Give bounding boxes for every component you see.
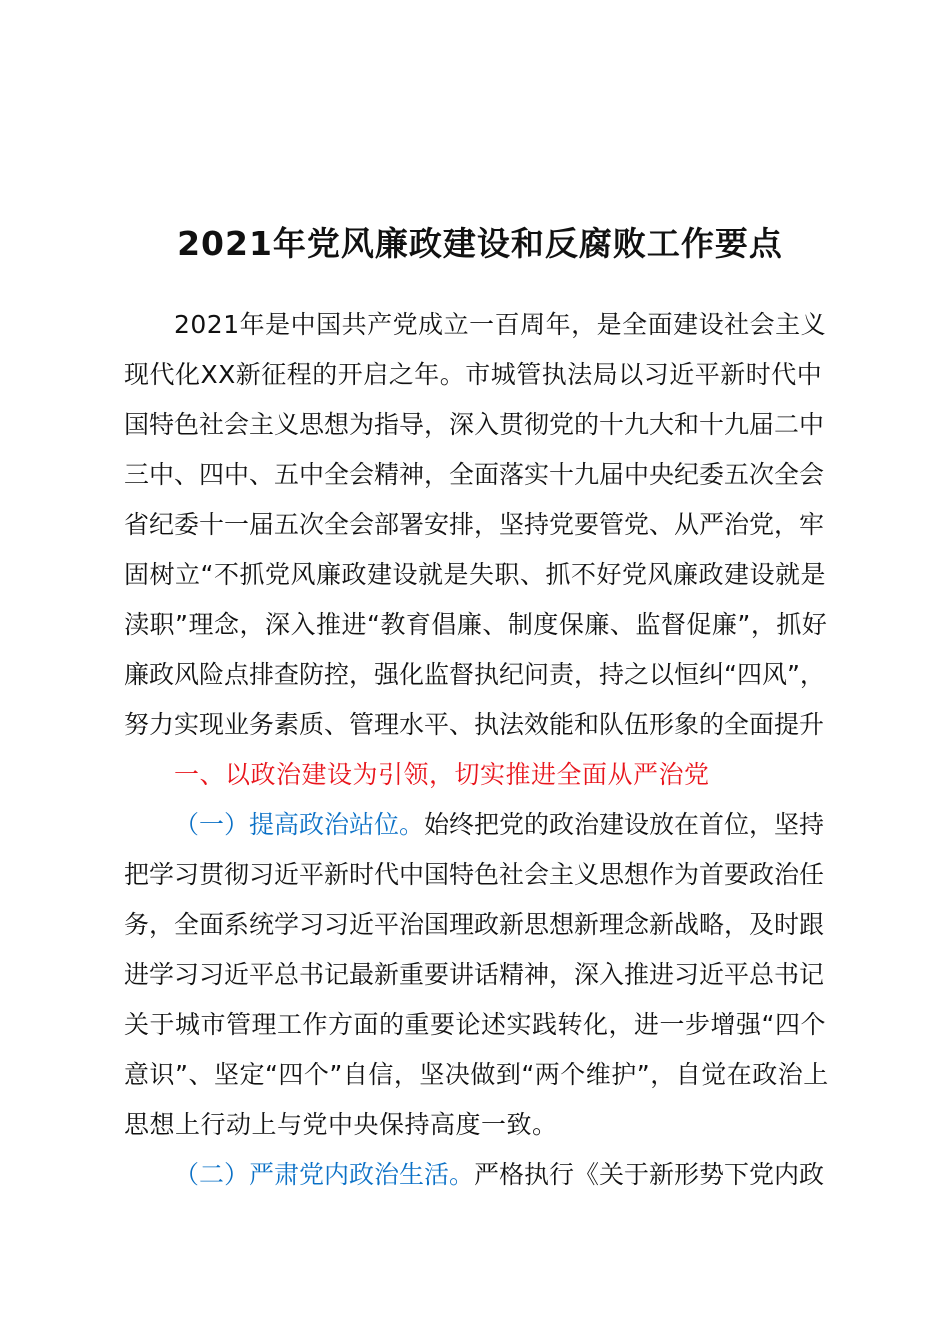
body-line: 把学习贯彻习近平新时代中国特色社会主义思想作为首要政治任 (124, 860, 825, 889)
subsection-text: 严格执行《关于新形势下党内政 (474, 1160, 825, 1189)
subsection-text: 始终把党的政治建设放在首位，坚持 (424, 810, 825, 839)
intro-line: 三中、四中、五中全会精神，全面落实十九届中央纪委五次全会 (124, 460, 825, 489)
body-line: 意识”、坚定“四个”自信，坚决做到“两个维护”，自觉在政治上 (124, 1060, 829, 1089)
intro-line: 国特色社会主义思想为指导，深入贯彻党的十九大和十九届二中 (124, 410, 825, 439)
body-line: 进学习习近平总书记最新重要讲话精神，深入推进习近平总书记 (124, 960, 825, 989)
subsection-heading: （一）提高政治站位。 (174, 810, 425, 839)
intro-line: 渎职”理念，深入推进“教育倡廉、制度保廉、监督促廉”，抓好 (124, 610, 828, 639)
body-line: 务，全面系统学习习近平治国理政新思想新理念新战略，及时跟 (124, 910, 825, 939)
body-line: 关于城市管理工作方面的重要论述实践转化，进一步增强“四个 (124, 1010, 826, 1039)
intro-line: 现代化XX新征程的开启之年。市城管执法局以习近平新时代中 (124, 360, 823, 389)
document-title: 2021年党风廉政建设和反腐败工作要点 (177, 224, 783, 263)
body-line: 思想上行动上与党中央保持高度一致。 (124, 1110, 558, 1139)
intro-line: 固树立“不抓党风廉政建设就是失职、抓不好党风廉政建设就是 (124, 560, 826, 589)
intro-line: 2021年是中国共产党成立一百周年，是全面建设社会主义 (174, 310, 827, 339)
intro-line: 省纪委十一届五次全会部署安排，坚持党要管党、从严治党，牢 (124, 510, 825, 539)
section-heading: 一、以政治建设为引领，切实推进全面从严治党 (174, 760, 710, 789)
subsection-first-line (174, 1150, 824, 1200)
subsection-heading: （二）严肃党内政治生活。 (174, 1160, 475, 1189)
intro-line: 廉政风险点排查防控，强化监督执纪问责，持之以恒纠“四风”， (124, 660, 825, 689)
intro-line: 努力实现业务素质、管理水平、执法效能和队伍形象的全面提升 (124, 710, 825, 739)
subsection-first-line (174, 800, 824, 850)
